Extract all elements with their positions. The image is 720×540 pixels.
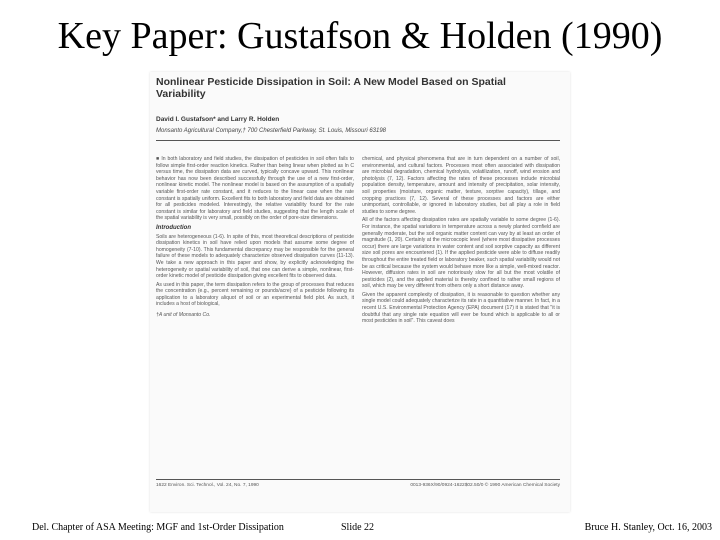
slide-title: Key Paper: Gustafson & Holden (1990) — [57, 15, 663, 57]
paper-page-image — [150, 72, 570, 512]
footer-left: Del. Chapter of ASA Meeting: MGF and 1st-Order Dissipation — [32, 522, 284, 533]
footer-right: Bruce H. Stanley, Oct. 16, 2003 — [584, 522, 712, 533]
journal-citation: 1622 Environ. Sci. Technol., Vol. 24, No. 7, 1990 — [156, 483, 259, 488]
body-paragraph: All of the factors affecting dissipation rates are spatially variable to some degree (1-6). For instance, the spatial variations in temperature across a newly planted cornfield are generally moderate, but the soil organic matter content can vary by at least an order of magnitude (1, 20). Certainly at the microscopic level (where most dissipative processes occur) there are large variations in water content and soil sorptive capacity as different size soil pores are encountered (1). If the applied pesticide were able to diffuse readily throughout the entire treated field or laboratory beaker, such spatial variability would not be as critical because the system would behave more like a simple, well-mixed reactor. However, diffusion rates in soil are notoriously slow for all but the most volatile of pesticides (2), and the applied material is thereby confined to rather small regions of soil, which may be very different from others only a short distance away. — [362, 217, 560, 290]
body-paragraph: Given the apparent complexity of dissipation, it is reasonable to question whether any single model could adequately characterize its rate in a quantitative manner. In fact, in a recent U.S. Environmental Protection Agency (EPA) document (17) it is stated that "it is doubtful that any single rate equation will ever be found which is applicable to all or most pesticides in soil". This caveat does — [362, 291, 560, 325]
copyright-line: 0013-936X/90/0924-1622$02.50/0 © 1990 American Chemical Society — [410, 483, 560, 488]
body-paragraph: chemical, and physical phenomena that are in turn dependent on a number of soil, environmental, and cultural factors. Processes most often associated with dissipation are microbial degradation, chemical hydrolysis, volatilization, runoff, wind erosion and photolysis (7, 12). Factors affecting the rates of these processes include microbial population density, temperature, amount and intensity of precipitation, solar intensity, soil properties (moisture, organic matter, texture, sorptive capacity), tillage, and cropping practices (7, 12). Several of these processes and factors are either unimportant, controllable, or ignored in laboratory studies, but all play a role in field studies to some degree. — [362, 156, 560, 215]
slide-number: Slide 22 — [341, 522, 375, 533]
intro-paragraph: As used in this paper, the term dissipation refers to the group of processes that reduces the concentration (e.g., percent remaining or pounds/acre) of a pesticide following its application to a laboratory aliquot of soil or an experimental field plot. As such, it includes a host of biological, — [156, 281, 354, 308]
divider — [156, 479, 560, 480]
footnote: †A unit of Monsanto Co. — [156, 312, 211, 319]
intro-paragraph: Soils are heterogeneous (1-6). In spite of this, most theoretical descriptions of pesticide dissipation kinetics in soil have relied upon models that assume some degree of homogeneity (7-10). This fundamental discrepancy may be responsible for the general failure of these models to adequately characterize observed dissipation curves (11-13). We take a new approach in this paper and show, by explicitly acknowledging the heterogeneity or spatial variability of soil, that one can derive a simple, nonlinear, first-order kinetic model of pesticide dissipation giving excellent fits to observed data. — [156, 233, 354, 280]
paper-abstract: ■ In both laboratory and field studies, the dissipation of pesticides in soil often fails to follow simple first-order reaction kinetics. Rather than being linear when plotted as ln C versus time, the dissipation data are curved, typically concave upward. This nonlinear behavior has now been described successfully through the use of a new first-order, nonlinear kinetic model. The nonlinear model is based on the assumption of a spatially variable first-order rate constant, and it reduces to the linear case when the rate constant is spatially uniform. Excellent fits to both laboratory and field data are obtained for all pesticides modeled. Interestingly, the relative variability found for the rate constant is similar for laboratory and field studies, suggesting that the length scale of the spatial variability is very small, possibly on the order of pore-size dimensions. — [156, 156, 354, 222]
intro-heading: Introduction — [156, 224, 191, 231]
paper-affiliation: Monsanto Agricultural Company,† 700 Chesterfield Parkway, St. Louis, Missouri 63198 — [156, 128, 387, 134]
paper-left-column — [156, 156, 354, 474]
divider — [156, 140, 560, 141]
paper-title: Nonlinear Pesticide Dissipation in Soil: A New Model Based on Spatial Variability — [156, 76, 506, 100]
paper-authors: David I. Gustafson* and Larry R. Holden — [156, 116, 280, 123]
paper-right-column — [362, 156, 560, 482]
